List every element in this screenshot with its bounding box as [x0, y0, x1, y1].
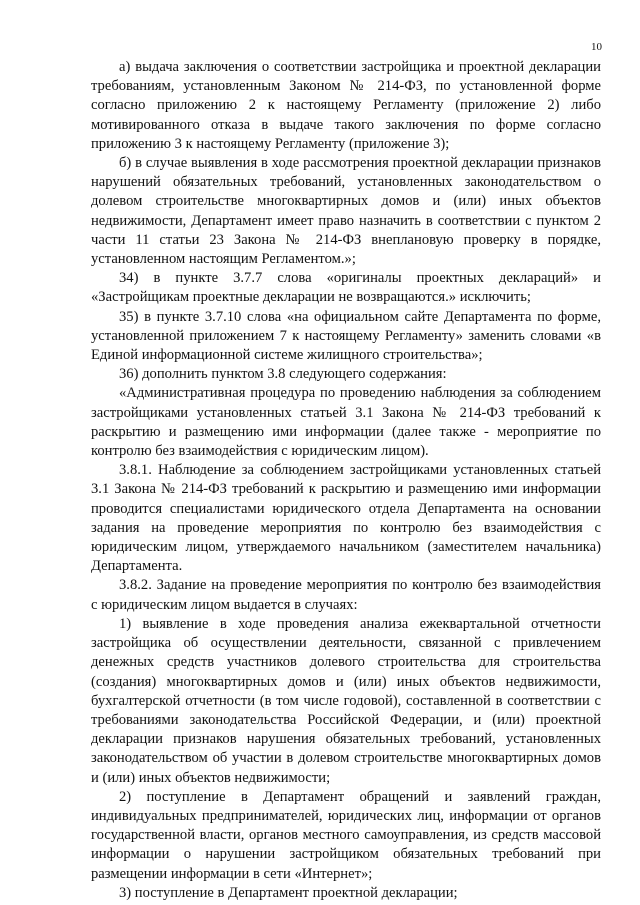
list-item-2: 2) поступление в Департамент обращений и заявлений граждан, индивидуальных предпринимателей, юридических лиц, информации от органов государственной власти, органов местного самоуправления, из средств массовой информации о нарушении застройщиком обязательных требований при размещении информации в сети «Интернет»; — [91, 788, 601, 882]
page-number: 10 — [591, 41, 602, 53]
paragraph-3-8-1: 3.8.1. Наблюдение за соблюдением застройщиками установленных статьей 3.1 Закона № 214-ФЗ требований к раскрытию и размещению ими информации проводится специалистами юридического отдела Департамента на основании задания на проведение мероприятия по контролю без взаимодействия с юридическим лицом, утверждаемого начальником (заместителем начальника) Департамента. — [91, 462, 601, 575]
paragraph-a-conclusion: а) выдача заключения о соответствии застройщика и проектной декларации требованиям, установленным Законом № 214-ФЗ, по установленной форме согласно приложению 2 к настоящему Регламенту (приложение 2) либо мотивированного отказа в выдаче такого заключения по форме согласно приложению 3 к настоящему Регламенту (приложение 3); — [91, 59, 601, 152]
paragraph-35: 35) в пункте 3.7.10 слова «на официальном сайте Департамента по форме, установленной приложением 7 к настоящему Регламенту» заменить словами «в Единой информационной системе жилищного строительства»; — [91, 308, 601, 364]
paragraph-36: 36) дополнить пунктом 3.8 следующего содержания: — [119, 366, 447, 383]
list-item-3: 3) поступление в Департамент проектной декларации; — [119, 884, 458, 901]
paragraph-3-8-2: 3.8.2. Задание на проведение мероприятия по контролю без взаимодействия с юридическим лицом выдается в случаях: — [91, 577, 601, 613]
paragraph-34: 34) в пункте 3.7.7 слова «оригиналы проектных деклараций» и «Застройщикам проектные декларации не возвращаются.» исключить; — [91, 270, 601, 306]
document-body — [91, 58, 601, 903]
list-item-1: 1) выявление в ходе проведения анализа ежеквартальной отчетности застройщика об осуществлении деятельности, связанной с привлечением денежных средств участников долевого строительства для строительства (создания) многоквартирных домов и (или) иных объектов недвижимости, бухгалтерской отчетности (в том числе годовой), составленной в соответствии с требованиями законодательства Российской Федерации, и (или) проектной декларации признаков нарушения обязательных требований, установленных законодательством об участии в долевом строительстве многоквартирных домов и (или) иных объектов недвижимости; — [91, 615, 601, 786]
paragraph-b-inspection: б) в случае выявления в ходе рассмотрения проектной декларации признаков нарушений обязательных требований, установленных законодательством о долевом строительстве многоквартирных домов и (или) иных объектов недвижимости, Департамент имеет право назначить в соответствии с пунктом 2 части 11 статьи 23 Закона № 214-ФЗ внеплановую проверку в порядке, установленном настоящим Регламентом.»; — [91, 155, 601, 268]
paragraph-3-8-intro: «Административная процедура по проведению наблюдения за соблюдением застройщиками установленных статьей 3.1 Закона № 214-ФЗ требований к раскрытию и размещению ими информации (далее также - мероприятие по контролю без взаимодействия с юридическим лицом). — [91, 385, 601, 460]
